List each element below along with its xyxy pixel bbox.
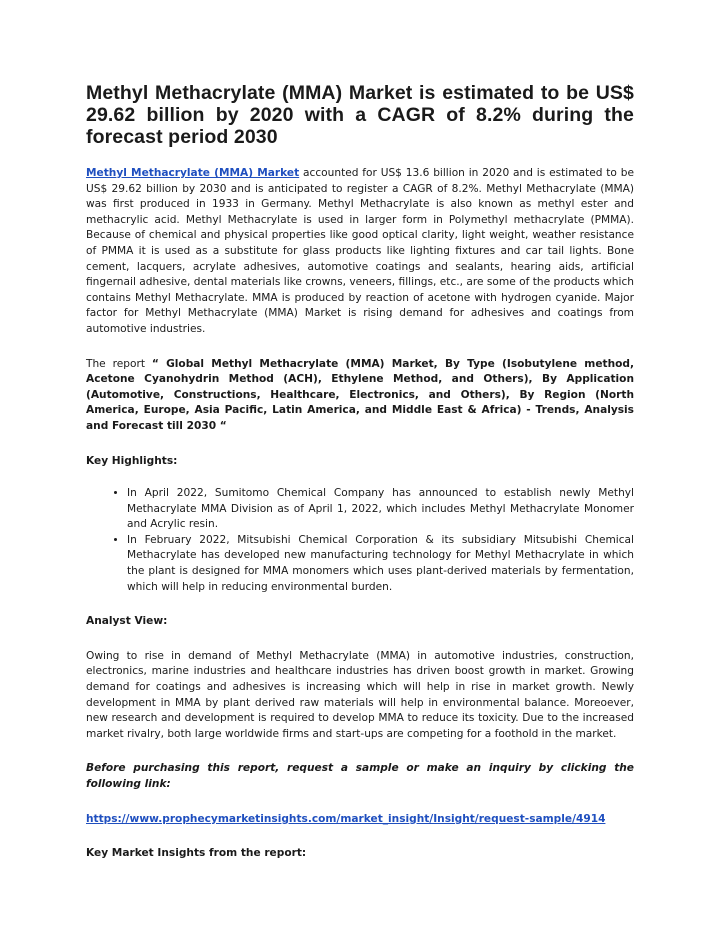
- highlight-item: • In April 2022, Sumitomo Chemical Company has announced to establish newly Methyl Methacrylate MMA Division as of April 1, 2022, which includes Methyl Methacrylate Monomer and Acrylic resin.: [127, 486, 634, 533]
- report-title: “ Global Methyl Methacrylate (MMA) Market, By Type (Isobutylene method, Acetone Cyanohydrin Method (ACH), Ethylene Method, and Others), By Application (Automotive, Constructions, Healthcare, Electronics, and Others), By Region (North America, Europe, Asia Pacific, Latin America, and Middle East & Africa) - Trends, Analysis and Forecast till 2030 “: [86, 357, 634, 432]
- highlights-list: [86, 486, 634, 595]
- insights-heading: Key Market Insights from the report:: [86, 847, 307, 860]
- url-paragraph: [86, 812, 634, 828]
- report-paragraph: [86, 357, 634, 435]
- highlights-heading: Key Highlights:: [86, 454, 178, 467]
- highlight-item: • In February 2022, Mitsubishi Chemical Corporation & its subsidiary Mitsubishi Chemical Methacrylate has developed new manufacturing technology for Methyl Methacrylate in which the plant is designed for MMA monomers which uses plant-derived materials by fermentation, which will help in reducing environmental burden.: [127, 533, 634, 595]
- report-lead: The report: [86, 357, 152, 370]
- analyst-heading: Analyst View:: [86, 615, 168, 628]
- intro-text: accounted for US$ 13.6 billion in 2020 and is estimated to be US$ 29.62 billion by 2030 and is anticipated to register a CAGR of 8.2%. Methyl Methacrylate (MMA) was first produced in 1933 in Germany. Methyl Methacrylate is also known as methyl ester and methacrylic acid. Methyl Methacrylate is used in larger form in Polymethyl methacrylate (PMMA). Because of chemical and physical properties like good optical clarity, light weight, weather resistance of PMMA it is used as a substitute for glass products like lighting fixtures and car tail lights. Bone cement, lacquers, acrylate adhesives, automotive coatings and sealants, hearing aids, artificial fingernail adhesive, dental materials like crowns, veneers, fillings, etc., are some of the products which contains Methyl Methacrylate. MMA is produced by reaction of acetone with hydrogen cyanide. Major factor for Methyl Methacrylate (MMA) Market is rising demand for adhesives and coatings from automotive industries.: [86, 167, 634, 335]
- intro-paragraph: [86, 166, 634, 338]
- document-content: [86, 82, 634, 862]
- cta-text: Before purchasing this report, request a sample or make an inquiry by clicking the following link:: [86, 762, 634, 790]
- analyst-paragraph: Owing to rise in demand of Methyl Methacrylate (MMA) in automotive industries, construction, electronics, marine industries and healthcare industries has driven boost growth in market. Growing demand for coatings and adhesives is increasing which will help in rise in market growth. Newly development in MMA by plant derived raw materials will help in environmental balance. Moreoever, new research and development is required to develop MMA to reduce its toxicity. Due to the increased market rivalry, both large worldwide firms and start-ups are competing for a foothold in the market.: [86, 649, 634, 740]
- page-title: Methyl Methacrylate (MMA) Market is estimated to be US$ 29.62 billion by 2020 with a CAGR of 8.2% during the forecast period 2030: [86, 82, 634, 148]
- market-link[interactable]: Methyl Methacrylate (MMA) Market: [86, 167, 300, 179]
- request-sample-link[interactable]: https://www.prophecymarketinsights.com/market_insight/Insight/request-sample/4914: [86, 812, 606, 825]
